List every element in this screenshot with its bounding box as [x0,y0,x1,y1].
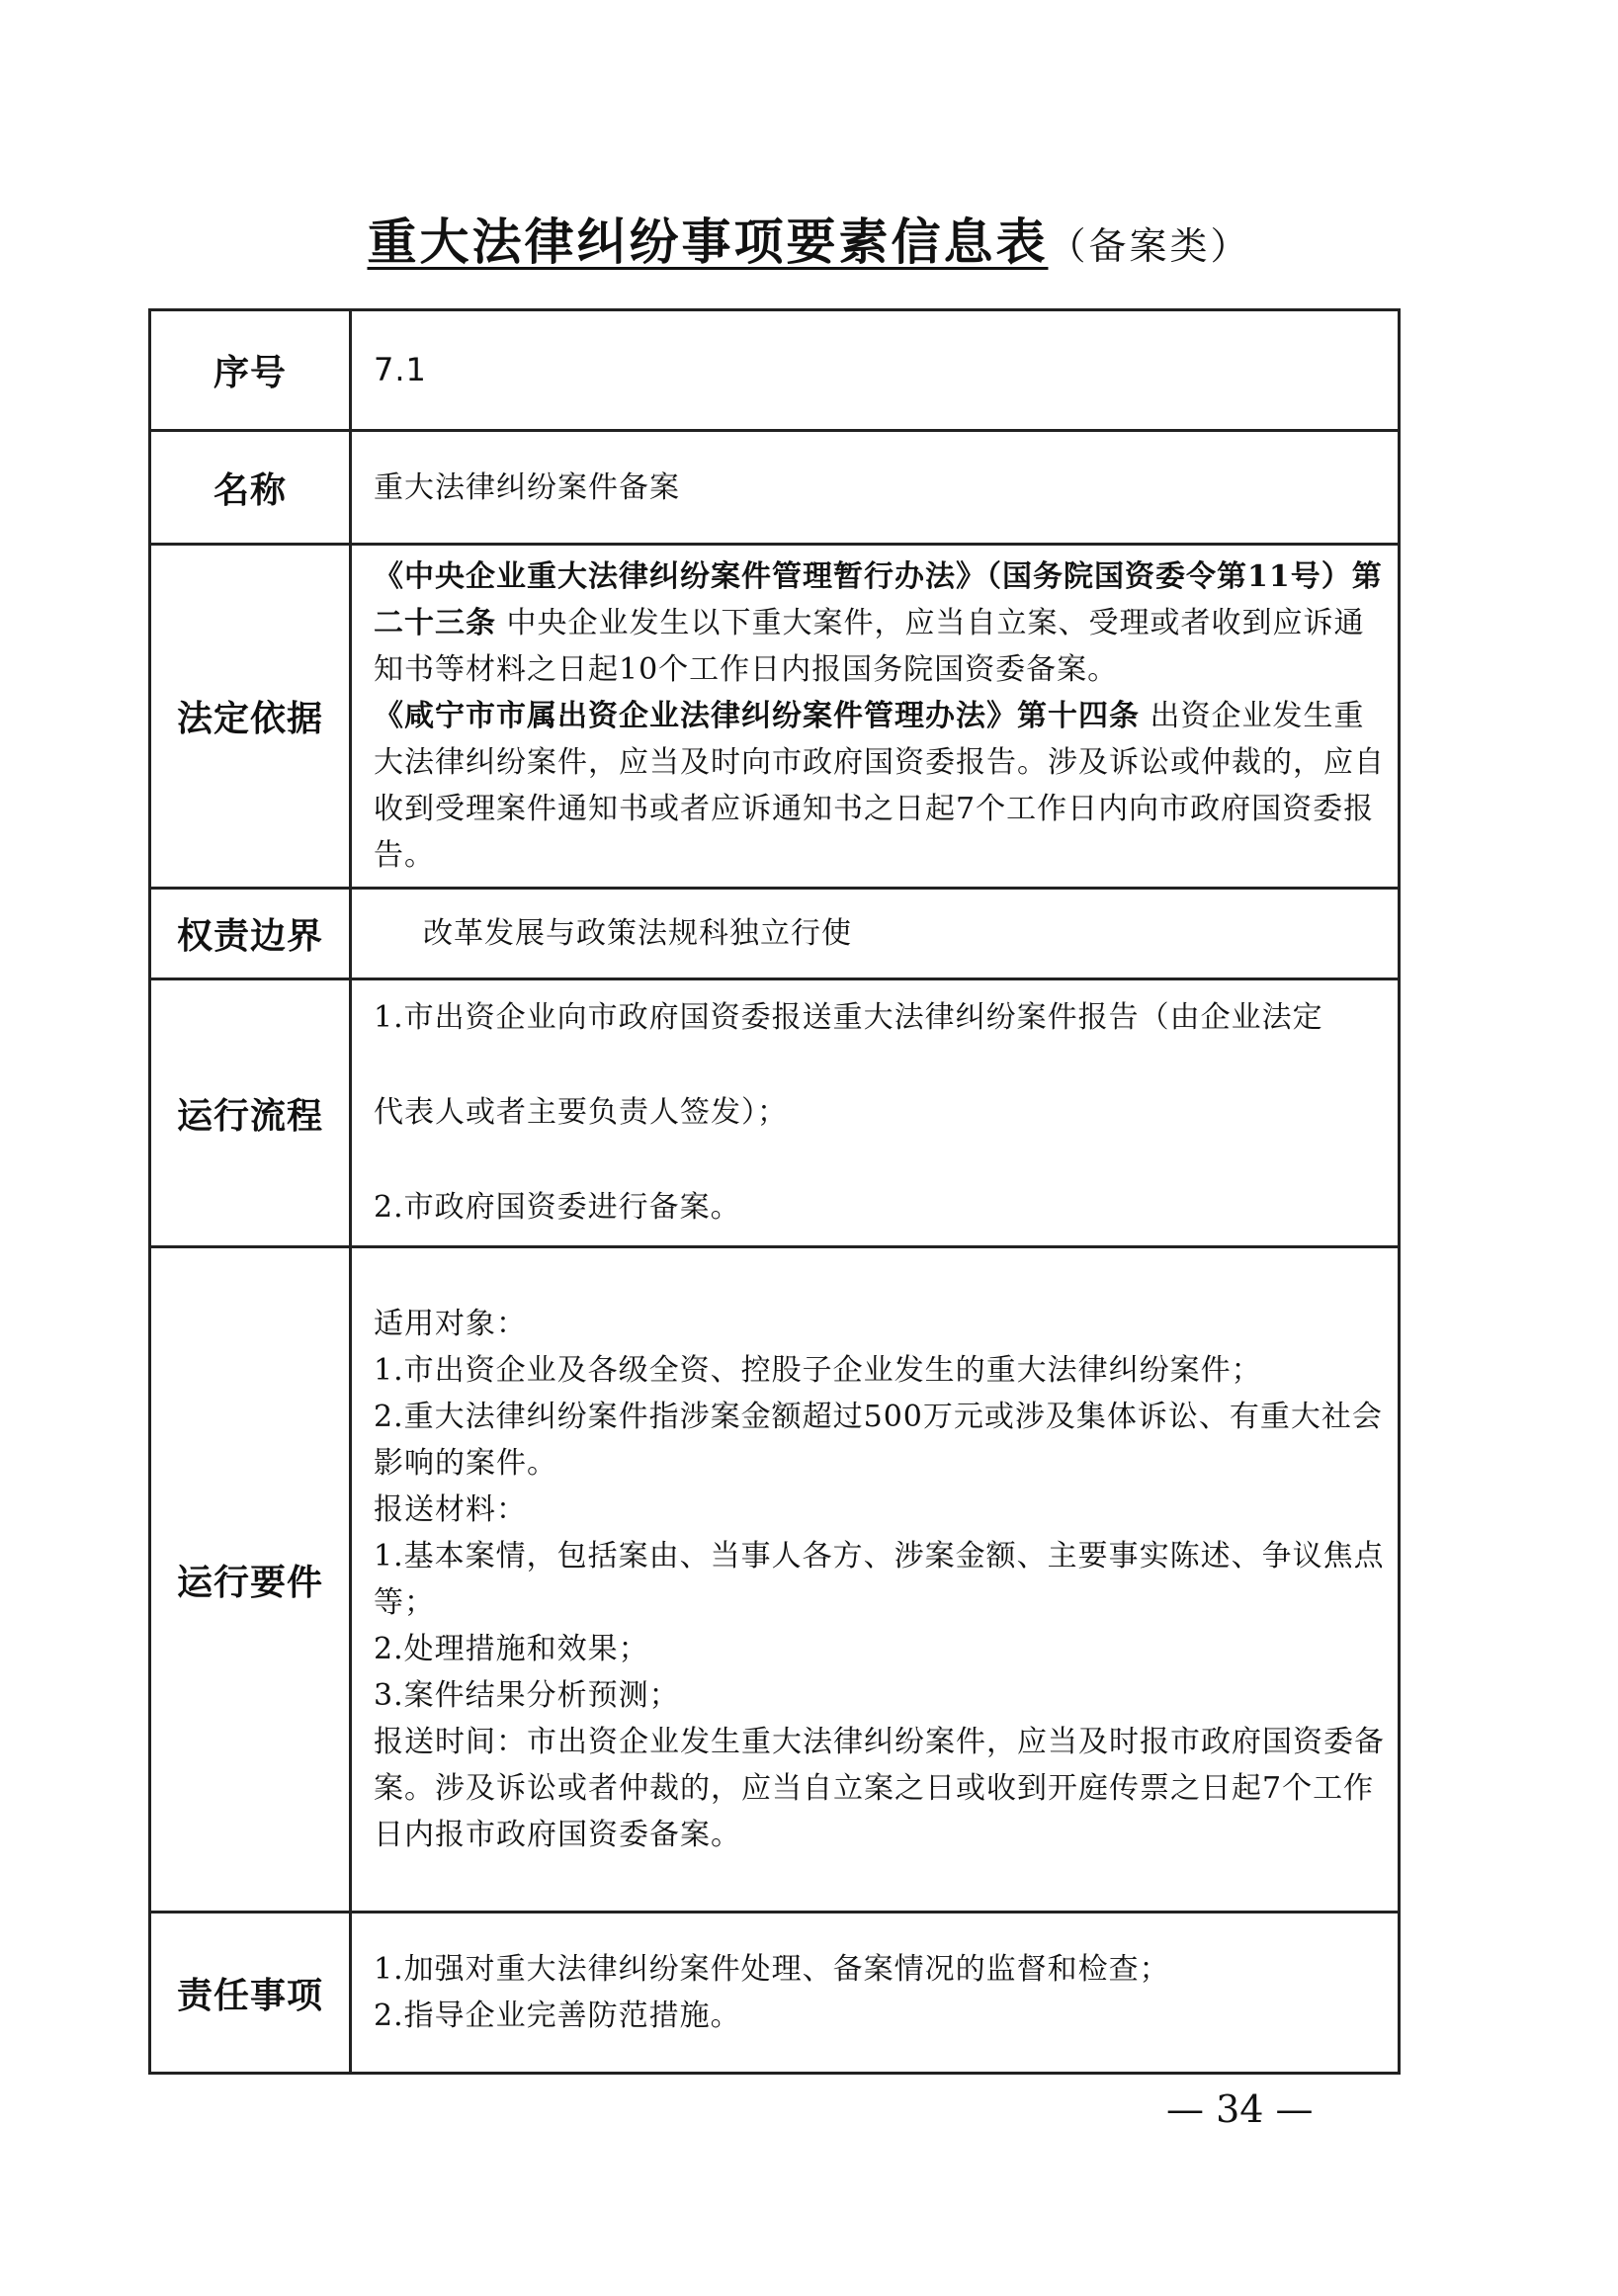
page-number: — 34 — [1166,2087,1314,2131]
title-sub: （备案类） [1048,224,1251,268]
row-name [150,431,1400,545]
info-table [148,308,1401,2075]
label-basis: 法定依据 [150,545,351,889]
basis-paragraph-1 [374,553,1386,693]
process-line: 1.市出资企业向市政府国资委报送重大法律纠纷案件报告（由企业法定 [374,1000,1323,1035]
basis-p2-text: 出资企业发生重大法律纠纷案件，应当及时向市政府国资委报告。涉及诉讼或仲裁的，应自收到受理案件通知书或者应诉通知书之日起7个工作日内向市政府国资委报告。 [374,699,1385,873]
value-boundary: 改革发展与政策法规科独立行使 [351,889,1400,979]
requirements-line: 1.基本案情，包括案由、当事人各方、涉案金额、主要事实陈述、争议焦点等； [374,1539,1385,1620]
requirements-line: 报送时间：市出资企业发生重大法律纠纷案件，应当及时报市政府国资委备案。涉及诉讼或者仲裁的，应当自立案之日或收到开庭传票之日起7个工作日内报市政府国资委备案。 [374,1725,1385,1852]
row-basis [150,545,1400,889]
label-name: 名称 [150,431,351,545]
process-line: 代表人或者主要负责人签发）； [374,1095,788,1130]
label-boundary: 权责边界 [150,889,351,979]
label-responsibility: 责任事项 [150,1913,351,2074]
row-requirements [150,1247,1400,1913]
row-seq [150,310,1400,431]
value-name: 重大法律纠纷案件备案 [351,431,1400,545]
requirements-line: 报送材料： [374,1492,527,1527]
label-seq: 序号 [150,310,351,431]
value-basis [351,545,1400,889]
requirements-line: 2.处理措施和效果； [374,1632,649,1666]
seq-value: 7.1 [374,350,427,388]
requirements-line: 2.重大法律纠纷案件指涉案金额超过500万元或涉及集体诉讼、有重大社会影响的案件。 [374,1400,1383,1481]
value-responsibility [351,1913,1400,2074]
value-requirements [351,1247,1400,1913]
label-requirements: 运行要件 [150,1247,351,1913]
requirements-line: 适用对象： [374,1307,527,1341]
requirements-line: 3.案件结果分析预测； [374,1678,680,1713]
row-boundary [150,889,1400,979]
label-process: 运行流程 [150,979,351,1247]
row-responsibility [150,1913,1400,2074]
document-title [0,203,1618,274]
basis-paragraph-2 [374,693,1386,879]
basis-p1-text: 中央企业发生以下重大案件，应当自立案、受理或者收到应诉通知书等材料之日起10个工作日内报国务院国资委备案。 [374,606,1365,687]
value-seq [351,310,1400,431]
row-process [150,979,1400,1247]
basis-p2-citation: 《咸宁市市属出资企业法律纠纷案件管理办法》第十四条 [374,699,1140,733]
value-process [351,979,1400,1247]
requirements-line: 1.市出资企业及各级全资、控股子企业发生的重大法律纠纷案件； [374,1353,1262,1388]
basis-p1-citation: 《中央企业重大法律纠纷案件管理暂行办法》（国务院国资委令第11号）第二十三条 [374,559,1383,640]
title-main: 重大法律纠纷事项要素信息表 [367,213,1049,271]
responsibility-line: 2.指导企业完善防范措施。 [374,1998,741,2033]
responsibility-line: 1.加强对重大法律纠纷案件处理、备案情况的监督和检查； [374,1952,1170,1987]
process-line: 2.市政府国资委进行备案。 [374,1190,741,1225]
